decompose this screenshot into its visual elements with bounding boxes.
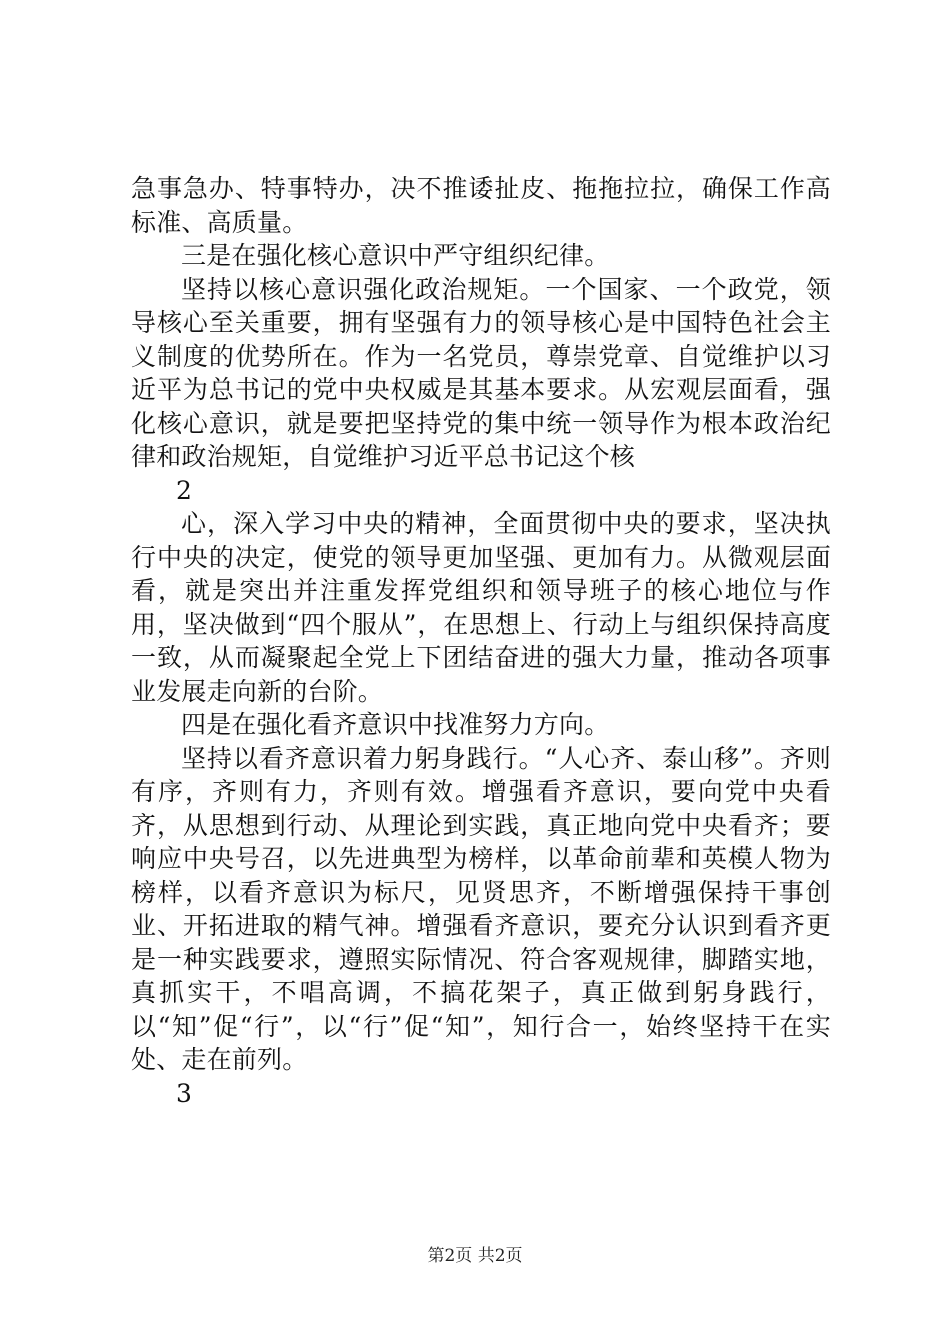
section-heading-three: 三是在强化核心意识中严守组织纪律。 <box>181 241 610 270</box>
section-heading-four: 四是在强化看齐意识中找准努力方向。 <box>181 710 610 739</box>
paragraph-continuation: 急事急办、特事特办，决不推诿扯皮、拖拖拉拉，确保工作高标准、高质量。 <box>131 174 831 237</box>
page-footer: 第2页 共2页 <box>427 1246 523 1266</box>
paragraph-core-awareness: 坚持以核心意识强化政治规矩。一个国家、一个政党，领导核心至关重要，拥有坚强有力的领导核心是中国特色社会主义制度的优势所在。作为一名党员，尊崇党章、自觉维护以习近平为总书记的党中央权威是其基本要求。从宏观层面看，强化核心意识，就是要把坚持党的集中统一领导作为根本政治纪律和政治规矩，自觉维护习近平总书记这个核 <box>131 274 831 471</box>
inline-page-number: 3 <box>176 1078 192 1108</box>
paragraph-alignment-awareness: 坚持以看齐意识着力躬身践行。“人心齐、泰山移”。齐则有序，齐则有力，齐则有效。增强看齐意识，要向党中央看齐，从思想到行动、从理论到实践，真正地向党中央看齐；要响应中央号召，以先进典型为榜样，以革命前辈和英模人物为榜样，以看齐意识为标尺，见贤思齐，不断增强保持干事创业、开拓进取的精气神。增强看齐意识，要充分认识到看齐更是一种实践要求，遵照实际情况、符合客观规律，脚踏实地，真抓实干，不唱高调，不搞花架子，真正做到躬身践行，以“知”促“行”，以“行”促“知”，知行合一，始终坚持干在实处、走在前列。 <box>131 743 831 1074</box>
paragraph-core-continued: 心，深入学习中央的精神，全面贯彻中央的要求，坚决执行中央的决定，使党的领导更加坚强、更加有力。从微观层面看，就是突出并注重发挥党组织和领导班子的核心地位与作用，坚决做到“四个服从”，在思想上、行动上与组织保持高度一致，从而凝聚起全党上下团结奋进的强大力量，推动各项事业发展走向新的台阶。 <box>131 509 831 706</box>
inline-page-number: 2 <box>176 475 192 505</box>
document-body <box>131 172 831 1110</box>
